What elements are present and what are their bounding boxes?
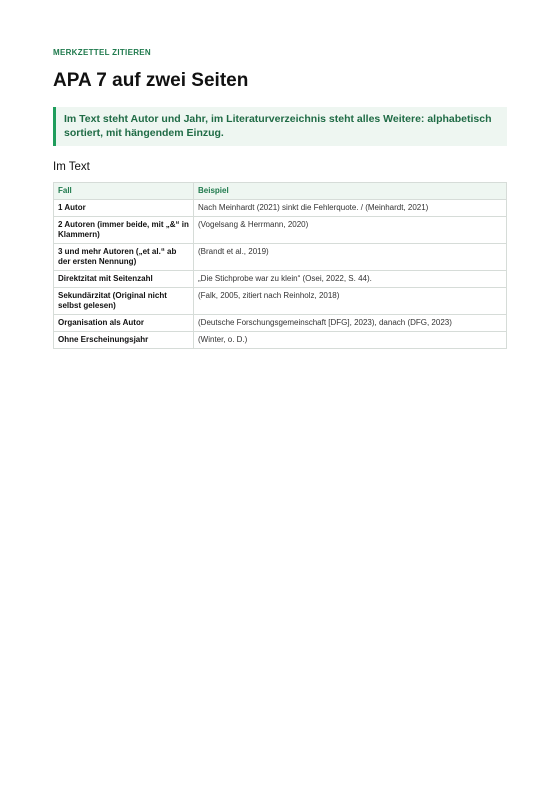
- case-cell: 2 Autoren (immer beide, mit „&“ in Klammern): [54, 217, 194, 244]
- citation-table: [53, 182, 507, 349]
- column-header-beispiel: Beispiel: [194, 183, 507, 200]
- column-header-fall: Fall: [54, 183, 194, 200]
- page-title: APA 7 auf zwei Seiten: [53, 70, 249, 91]
- table-row: [54, 217, 507, 244]
- table-row: [54, 315, 507, 332]
- summary-callout: Im Text steht Autor und Jahr, im Literaturverzeichnis steht alles Weitere: alphabetisch sortiert, mit hängendem Einzug.: [53, 107, 507, 146]
- example-cell: (Vogelsang & Herrmann, 2020): [194, 217, 507, 244]
- example-cell: (Brandt et al., 2019): [194, 244, 507, 271]
- case-cell: 3 und mehr Autoren („et al.“ ab der ersten Nennung): [54, 244, 194, 271]
- example-cell: Nach Meinhardt (2021) sinkt die Fehlerquote. / (Meinhardt, 2021): [194, 200, 507, 217]
- table-row: [54, 271, 507, 288]
- example-cell: (Winter, o. D.): [194, 332, 507, 349]
- example-cell: (Falk, 2005, zitiert nach Reinholz, 2018): [194, 288, 507, 315]
- example-cell: (Deutsche Forschungsgemeinschaft [DFG], 2023), danach (DFG, 2023): [194, 315, 507, 332]
- case-cell: 1 Autor: [54, 200, 194, 217]
- case-cell: Organisation als Autor: [54, 315, 194, 332]
- case-cell: Sekundärzitat (Original nicht selbst gelesen): [54, 288, 194, 315]
- table-row: [54, 288, 507, 315]
- case-cell: Direktzitat mit Seitenzahl: [54, 271, 194, 288]
- table-row: [54, 332, 507, 349]
- section-title-im-text: Im Text: [53, 161, 90, 173]
- example-cell: „Die Stichprobe war zu klein“ (Osei, 2022, S. 44).: [194, 271, 507, 288]
- table-row: [54, 244, 507, 271]
- table-row: [54, 200, 507, 217]
- case-cell: Ohne Erscheinungsjahr: [54, 332, 194, 349]
- table-header-row: [54, 183, 507, 200]
- kicker-label: MERKZETTEL ZITIEREN: [53, 48, 151, 57]
